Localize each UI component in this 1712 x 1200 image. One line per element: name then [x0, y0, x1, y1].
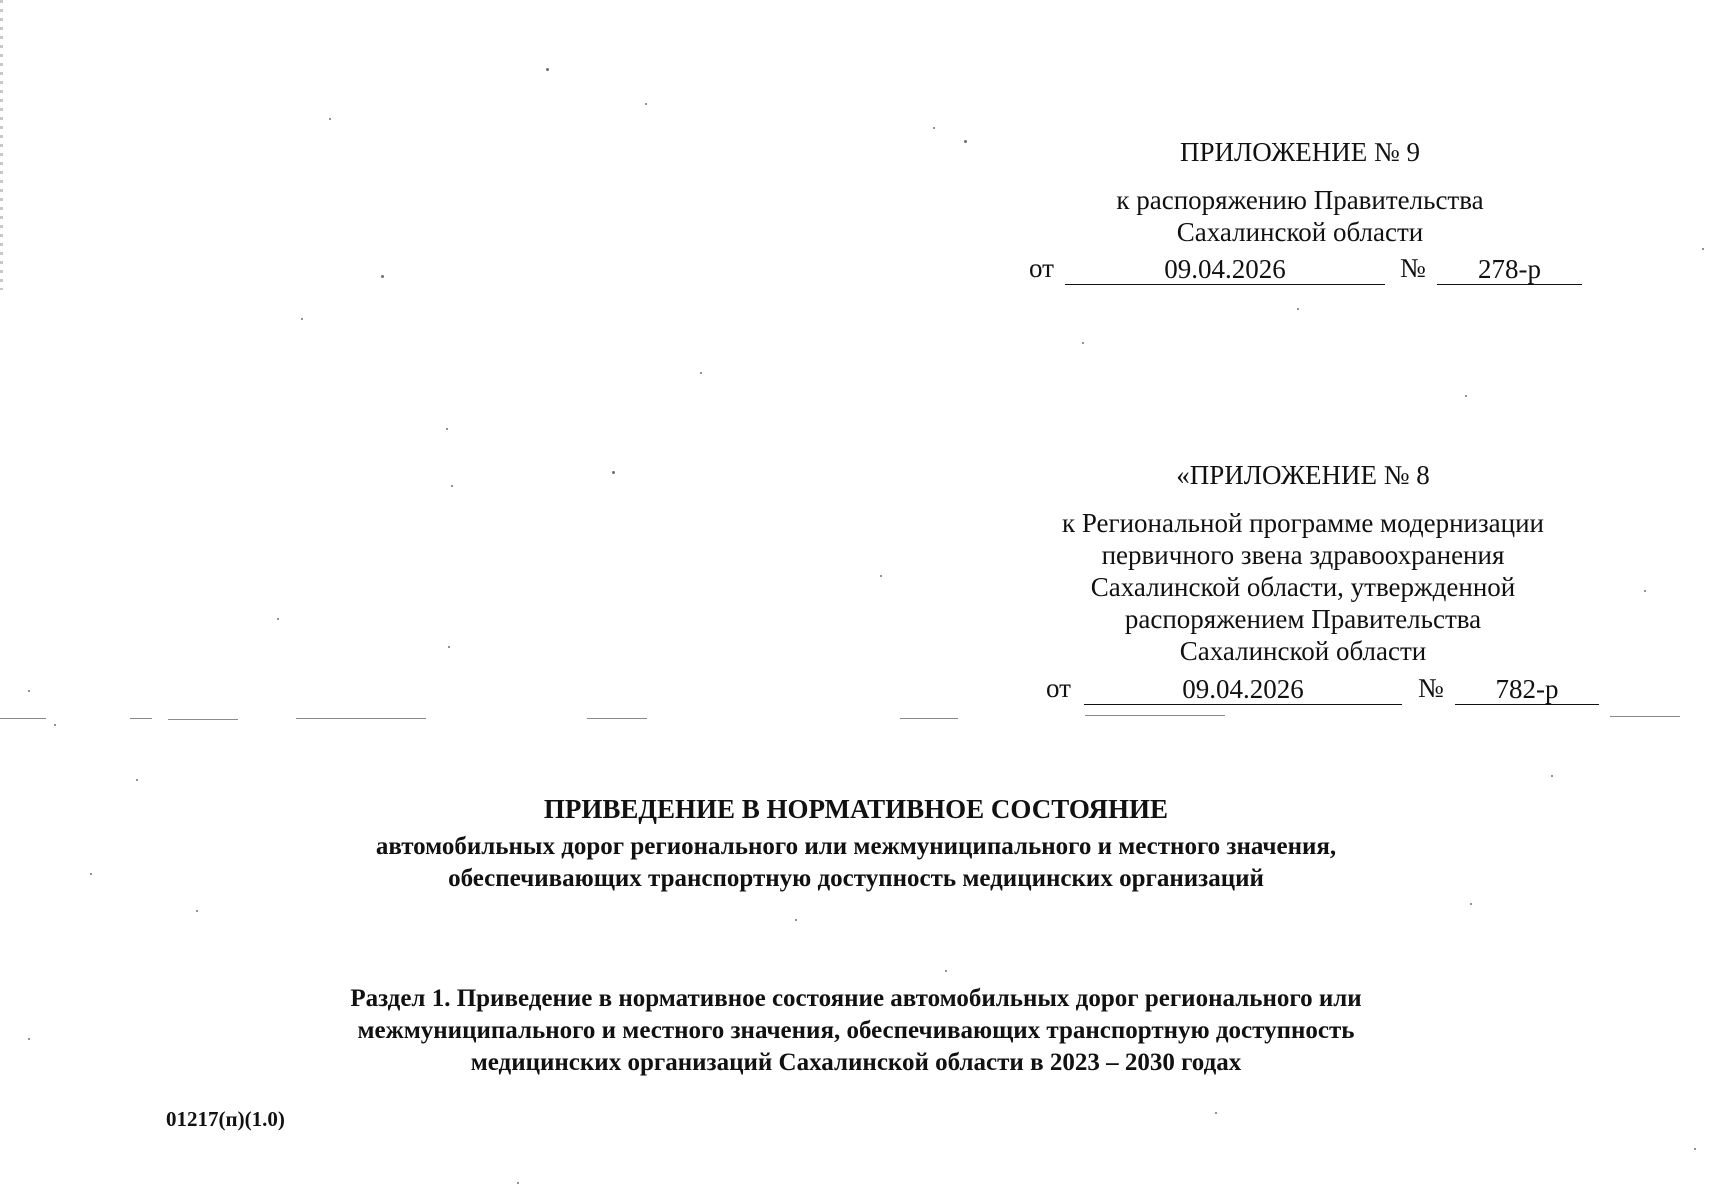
section-line: Раздел 1. Приведение в нормативное состояние автомобильных дорог регионального или [350, 985, 1362, 1012]
annex-9-line: к распоряжению Правительства [1116, 185, 1484, 215]
title-sub-line: обеспечивающих транспортную доступность медицинских организаций [448, 865, 1264, 892]
annex-8-line: Сахалинской области, утвержденной [1090, 572, 1516, 602]
annex-8-from-label: от [1046, 673, 1071, 703]
section-line: медицинских организаций Сахалинской области в 2023 – 2030 годах [470, 1049, 1242, 1076]
annex-8-date: 09.04.2026 [1084, 674, 1402, 705]
title-sub-line: автомобильных дорог регионального или межмуниципального и местного значения, [375, 833, 1337, 860]
document-title [0, 793, 1712, 895]
annex-9-from-label: от [1029, 253, 1054, 283]
annex-9-heading: ПРИЛОЖЕНИЕ № 9 [1179, 137, 1421, 167]
document-code: 01217(п)(1.0) [166, 1107, 285, 1131]
annex-9-number-label: № [1400, 253, 1426, 283]
annex-8-line: первичного звена здравоохранения [1101, 540, 1505, 570]
section-heading [0, 983, 1712, 1079]
annex-8-heading: «ПРИЛОЖЕНИЕ № 8 [1176, 460, 1430, 490]
annex-9-number: 278-р [1437, 254, 1582, 285]
annex-8-line: к Региональной программе модернизации [1062, 508, 1544, 538]
annex-8-line: распоряжением Правительства [1124, 604, 1482, 634]
scan-edge-artifact [0, 0, 3, 290]
annex-9-line: Сахалинской области [1176, 217, 1424, 247]
annex-9-date: 09.04.2026 [1065, 254, 1385, 285]
annex-8-number: 782-р [1455, 674, 1599, 705]
annex-8-number-label: № [1418, 673, 1444, 703]
annex-8-block [973, 459, 1633, 667]
annex-9-block [1000, 136, 1600, 248]
annex-8-line: Сахалинской области [1179, 636, 1427, 666]
title-main: ПРИВЕДЕНИЕ В НОРМАТИВНОЕ СОСТОЯНИЕ [543, 794, 1169, 824]
section-line: межмуниципального и местного значения, обеспечивающих транспортную доступность [357, 1017, 1355, 1044]
